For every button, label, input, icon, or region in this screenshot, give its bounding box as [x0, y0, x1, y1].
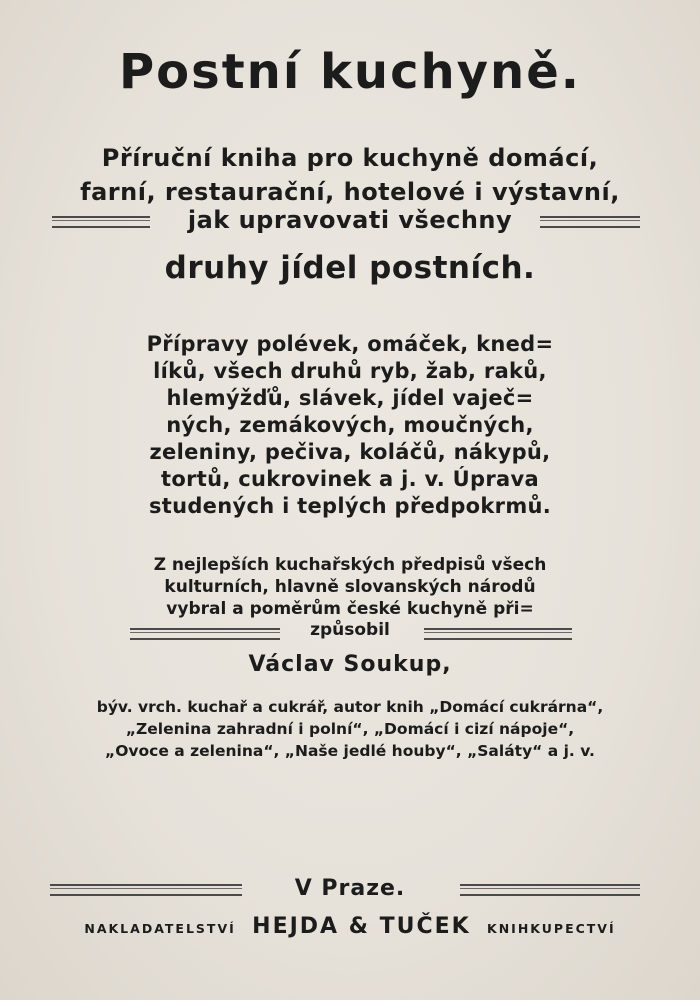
- selection-line-4: způsobil: [310, 620, 390, 640]
- publisher-left: NAKLADATELSTVÍ: [84, 921, 236, 936]
- author-name: Václav Soukup,: [248, 652, 452, 677]
- publisher-right: KNIHKUPECTVÍ: [487, 921, 616, 936]
- publisher-name: HEJDA & TUČEK: [252, 914, 471, 939]
- contents-line-4: ných, zemákových, moučných,: [166, 413, 534, 437]
- book-title: Postní kuchyně.: [119, 44, 581, 100]
- heading: druhy jídel postních.: [164, 250, 536, 286]
- contents-line-6: tortů, cukrovinek a j. v. Úprava: [161, 467, 539, 491]
- author-info-line-3: „Ovoce a zelenina“, „Naše jedlé houby“, „Saláty“ a j. v.: [105, 742, 595, 760]
- contents-line-2: líků, všech druhů ryb, žab, raků,: [153, 359, 547, 383]
- selection-line-2: kulturních, hlavně slovanských národů: [164, 577, 536, 597]
- contents-line-1: Přípravy polévek, omáček, kned=: [146, 332, 554, 356]
- publisher-line: [0, 914, 700, 939]
- subtitle-line-2: farní, restaurační, hotelové i výstavní,: [80, 178, 620, 206]
- contents-line-7: studených i teplých předpokrmů.: [148, 494, 552, 518]
- contents-line-5: zeleniny, pečiva, koláčů, nákypů,: [149, 440, 551, 464]
- selection-line-1: Z nejlepších kuchařských předpisů všech: [153, 555, 547, 575]
- subtitle-line-3: jak upravovati všechny: [187, 206, 513, 234]
- subtitle-line-1: Příruční kniha pro kuchyně domácí,: [101, 144, 599, 172]
- author-info-line-1: býv. vrch. kuchař a cukrář, autor knih „Domácí cukrárna“,: [96, 698, 604, 716]
- rule-right-3: [460, 884, 640, 896]
- city: V Praze.: [294, 876, 406, 901]
- rule-right-1: [540, 216, 640, 228]
- rule-right-2: [424, 628, 572, 640]
- selection-line-3: vybral a poměrům české kuchyně při=: [166, 599, 534, 619]
- contents-line-3: hlemýžďů, slávek, jídel vaječ=: [166, 386, 534, 410]
- author-info-line-2: „Zelenina zahradní i polní“, „Domácí i cizí nápoje“,: [125, 720, 575, 738]
